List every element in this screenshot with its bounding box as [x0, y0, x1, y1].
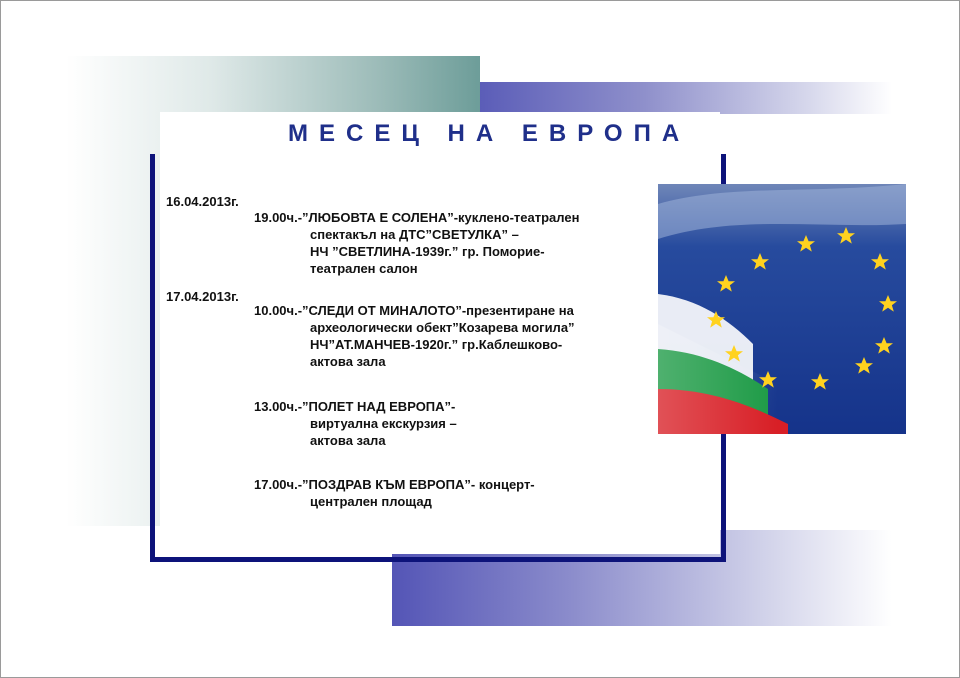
event-line: актова зала [310, 354, 386, 369]
event-line: 13.00ч.-”ПОЛЕТ НАД ЕВРОПА”- [254, 399, 456, 414]
event-item [254, 209, 614, 277]
eu-bulgaria-flag-image [658, 184, 906, 434]
top-blue-gradient-band [480, 82, 892, 114]
event-line: централен площад [310, 494, 432, 509]
event-line: НЧ”АТ.МАНЧЕВ-1920г.” гр.Каблешково- [310, 337, 563, 352]
event-item [254, 302, 614, 370]
event-line: археологически обект”Козарева могила” [310, 320, 575, 335]
event-line: виртуална екскурзия – [310, 416, 457, 431]
page-title: МЕСЕЦ НА ЕВРОПА [288, 120, 691, 147]
event-line: 19.00ч.-”ЛЮБОВТА Е СОЛЕНА”-куклено-театрален [254, 210, 580, 225]
event-date: 17.04.2013г. [166, 289, 239, 304]
event-line: спектакъл на ДТС”СВЕТУЛКА” – [310, 227, 519, 242]
event-item [254, 476, 614, 510]
event-line: театрален салон [310, 261, 418, 276]
event-line: НЧ ”СВЕТЛИНА-1939г.” гр. Поморие- [310, 244, 545, 259]
event-line: актова зала [310, 433, 386, 448]
event-date: 16.04.2013г. [166, 194, 239, 209]
event-line: 17.00ч.-”ПОЗДРАВ КЪМ ЕВРОПА”- концерт- [254, 477, 535, 492]
event-item [254, 398, 614, 449]
event-line: 10.00ч.-”СЛЕДИ ОТ МИНАЛОТО”-презентиране на [254, 303, 574, 318]
